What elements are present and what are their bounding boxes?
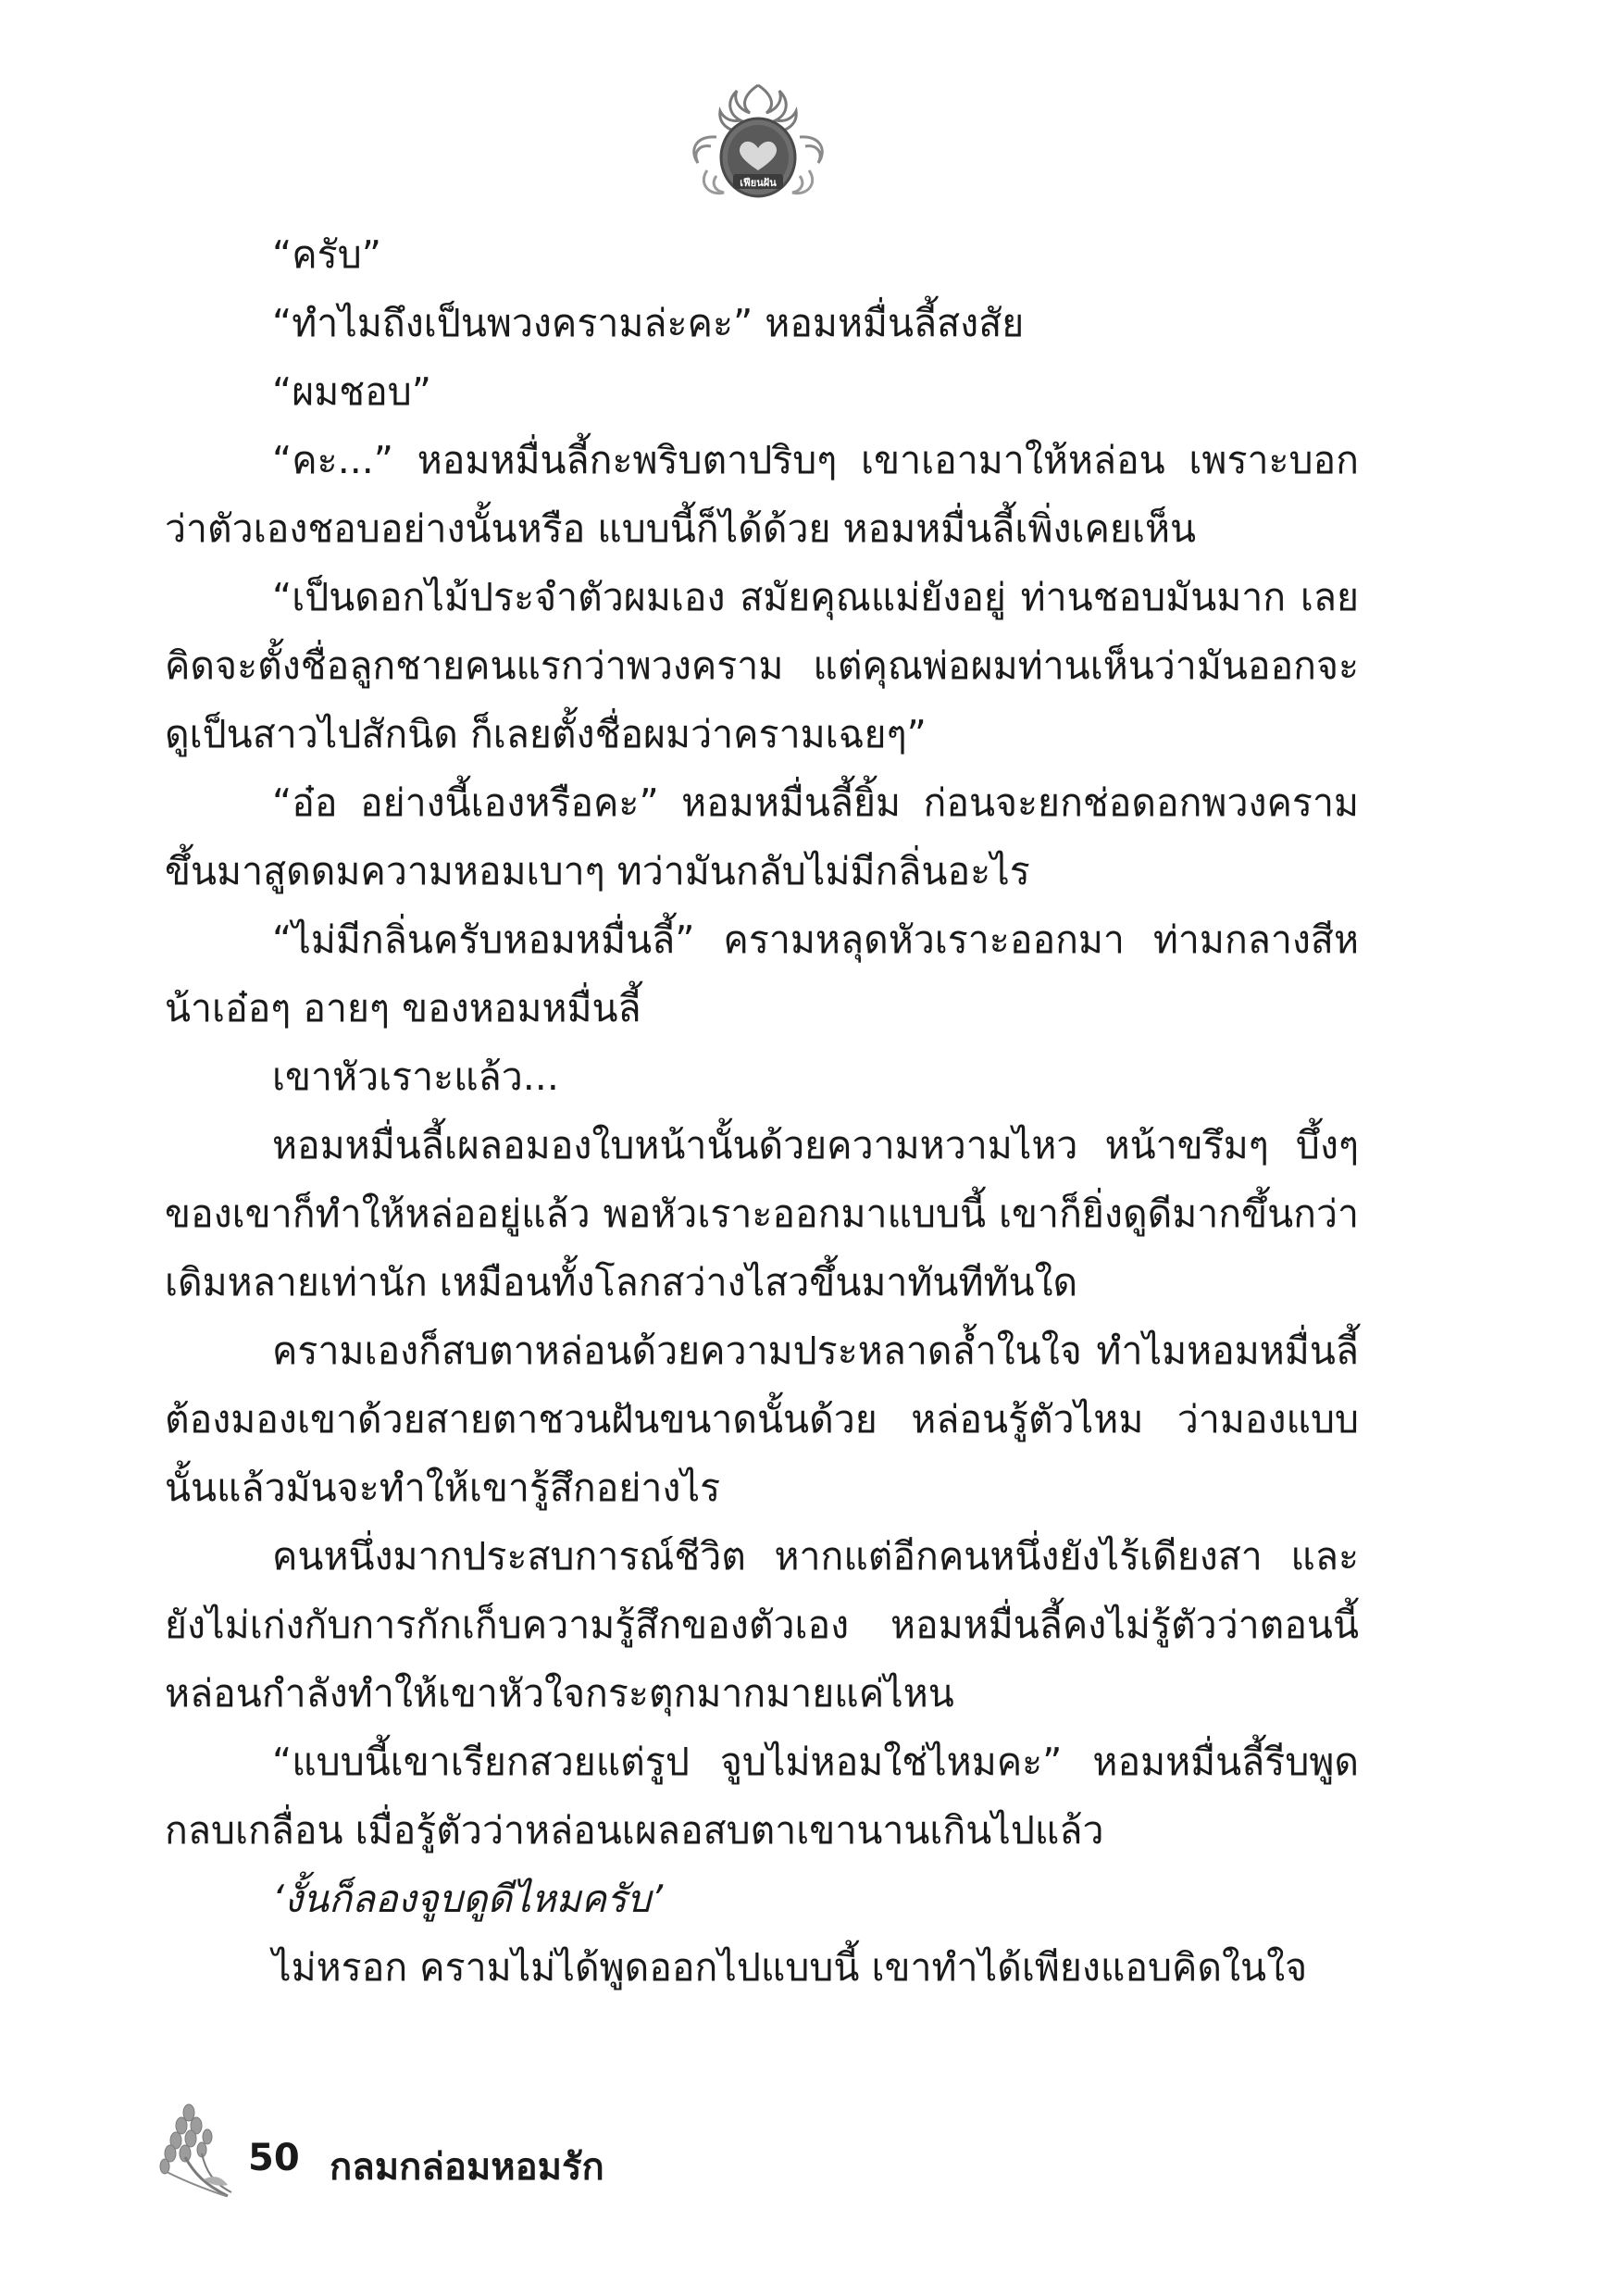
- paragraph: “ไม่มีกลิ่นครับหอมหมื่นลี้” ครามหลุดหัวเราะออกมา ท่ามกลางสีหน้าเอ๋อๆ อายๆ ของหอมหมื่นลี้: [165, 917, 1359, 1030]
- paragraph: “คะ...” หอมหมื่นลี้กะพริบตาปริบๆ เขาเอามาให้หล่อน เพราะบอกว่าตัวเองชอบอย่างนั้นหรือ แบบนี้ก็ได้ด้วย หอมหมื่นลี้เพิ่งเคยเห็น: [165, 438, 1359, 551]
- paragraph: “อ๋อ อย่างนี้เองหรือคะ” หอมหมื่นลี้ยิ้ม ก่อนจะยกช่อดอกพวงครามขึ้นมาสูดดมความหอมเบาๆ ทว่ามันกลับไม่มีกลิ่นอะไร: [165, 780, 1359, 893]
- paragraph: คนหนึ่งมากประสบการณ์ชีวิต หากแต่อีกคนหนึ่งยังไร้เดียงสา และยังไม่เก่งกับการกักเก็บความรู้สึกของตัวเอง หอมหมื่นลี้คงไม่รู้ตัวว่าตอนนี้หล่อนกำลังทำให้เขาหัวใจกระตุกมากมายแค่ไหน: [165, 1534, 1359, 1716]
- chapter-body: [165, 220, 1359, 2002]
- paragraph: “ทำไมถึงเป็นพวงครามล่ะคะ” หอมหมื่นลี้สงสัย: [272, 301, 1025, 345]
- paragraph: “เป็นดอกไม้ประจำตัวผมเอง สมัยคุณแม่ยังอยู่ ท่านชอบมันมาก เลยคิดจะตั้งชื่อลูกชายคนแรกว่าพวงคราม แต่คุณพ่อผมท่านเห็นว่ามันออกจะดูเป็นสาวไปสักนิด ก็เลยตั้งชื่อผมว่าครามเฉยๆ”: [165, 575, 1359, 756]
- paragraph: “ผมชอบ”: [272, 369, 432, 414]
- book-title: กลมกล่อมหอมรัก: [330, 2146, 604, 2189]
- page-footer: [148, 2100, 796, 2202]
- paragraph: ไม่หรอก ครามไม่ได้พูดออกไปแบบนี้ เขาทำได้เพียงแอบคิดในใจ: [272, 1945, 1308, 1990]
- paragraph: “ครับ”: [272, 232, 381, 277]
- paragraph: หอมหมื่นลี้เผลอมองใบหน้านั้นด้วยความหวามไหว หน้าขรึมๆ บึ้งๆ ของเขาก็ทำให้หล่ออยู่แล้ว พอหัวเราะออกมาแบบนี้ เขาก็ยิ่งดูดีมากขึ้นกว่าเดิมหลายเท่านัก เหมือนทั้งโลกสว่างไสวขึ้นมาทันทีทันใด: [165, 1123, 1359, 1304]
- publisher-logo-text: เฟียนฝัน: [740, 177, 777, 189]
- paragraph: เขาหัวเราะแล้ว...: [272, 1054, 559, 1099]
- paragraph: “แบบนี้เขาเรียกสวยแต่รูป จูบไม่หอมใช่ไหมคะ” หอมหมื่นลี้รีบพูดกลบเกลื่อน เมื่อรู้ตัวว่าหล่อนเผลอสบตาเขานานเกินไปแล้ว: [165, 1740, 1359, 1853]
- lavender-flower-icon: [148, 2100, 250, 2202]
- publisher-logo: [679, 81, 837, 202]
- paragraph: ครามเองก็สบตาหล่อนด้วยความประหลาดล้ำในใจ ทำไมหอมหมื่นลี้ต้องมองเขาด้วยสายตาชวนฝันขนาดนั้นด้วย หล่อนรู้ตัวไหม ว่ามองแบบนั้นแล้วมันจะทำให้เขารู้สึกอย่างไร: [165, 1329, 1359, 1510]
- page-number: 50: [248, 2137, 300, 2179]
- paragraph: ‘งั้นก็ลองจูบดูดีไหมครับ’: [272, 1877, 664, 1921]
